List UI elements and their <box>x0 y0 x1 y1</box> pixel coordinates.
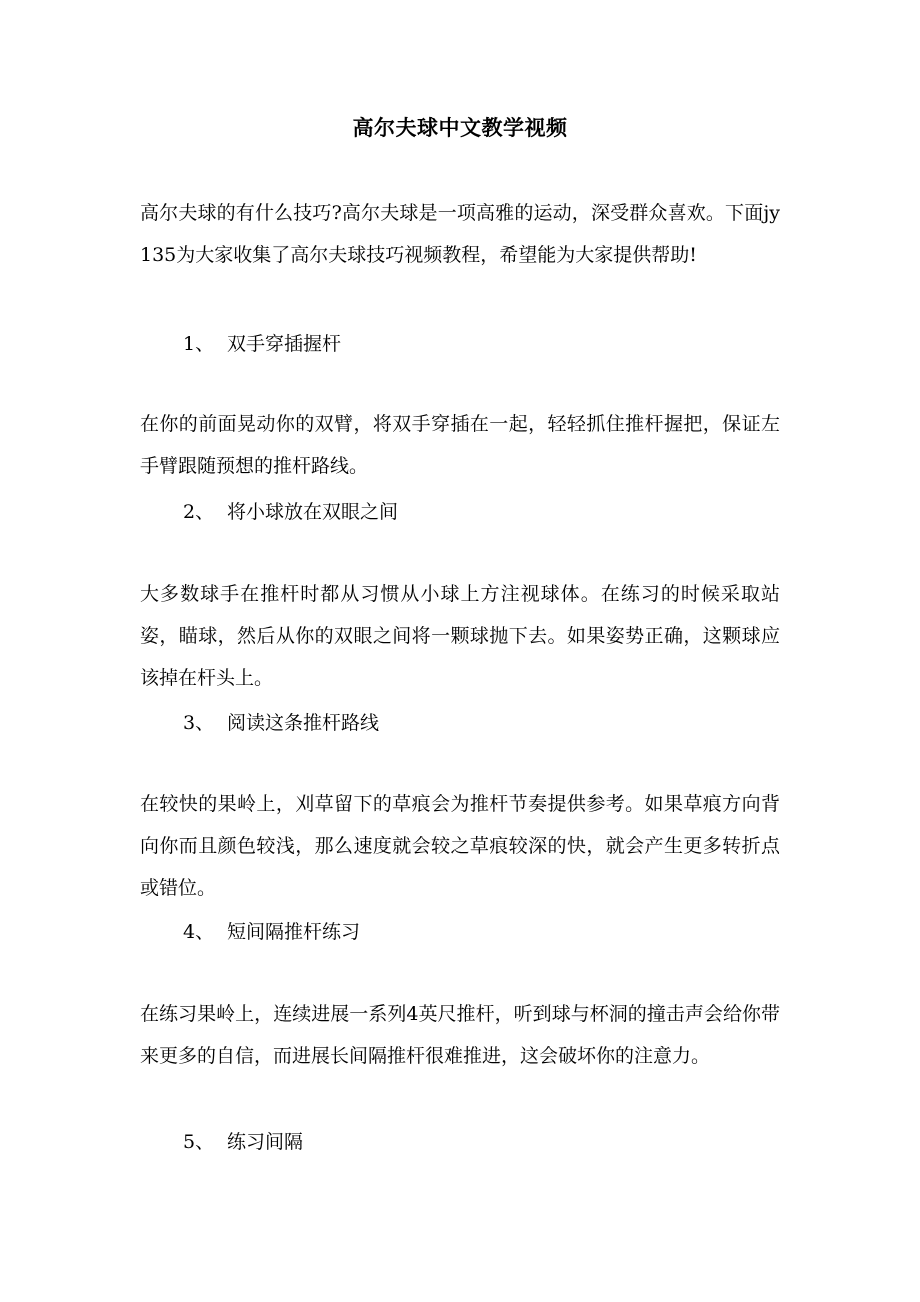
section-number: 2、 <box>183 501 215 523</box>
section-number: 3、 <box>183 712 215 734</box>
section-heading-text: 阅读这条推杆路线 <box>227 712 380 734</box>
section-number: 4、 <box>183 921 215 943</box>
section-heading-text: 短间隔推杆练习 <box>227 921 361 943</box>
section-body-4: 在练习果岭上，连续进展一系列4英尺推杆，听到球与杯洞的撞击声会给你带来更多的自信，而进展长间隔推杆很难推进，这会破坏你的注意力。 <box>140 1003 780 1067</box>
section-heading-2 <box>183 491 398 533</box>
document-title: 高尔夫球中文教学视频 <box>352 115 568 140</box>
section-body-1: 在你的前面晃动你的双臂，将双手穿插在一起，轻轻抓住推杆握把，保证左手臂跟随预想的推杆路线。 <box>140 413 780 477</box>
section-number: 5、 <box>183 1131 215 1153</box>
intro-paragraph: 高尔夫球的有什么技巧?高尔夫球是一项高雅的运动，深受群众喜欢。下面jy135为大家收集了高尔夫球技巧视频教程，希望能为大家提供帮助! <box>140 202 780 266</box>
section-heading-text: 将小球放在双眼之间 <box>227 501 399 523</box>
section-number: 1、 <box>183 333 215 355</box>
section-heading-3 <box>183 702 379 744</box>
section-heading-1 <box>183 323 341 365</box>
section-body-2: 大多数球手在推杆时都从习惯从小球上方注视球体。在练习的时候采取站姿，瞄球，然后从你的双眼之间将一颗球抛下去。如果姿势正确，这颗球应该掉在杆头上。 <box>140 583 780 689</box>
section-heading-4 <box>183 911 360 953</box>
section-heading-5 <box>183 1121 303 1163</box>
section-heading-text: 双手穿插握杆 <box>227 333 342 355</box>
section-body-3: 在较快的果岭上，刈草留下的草痕会为推杆节奏提供参考。如果草痕方向背向你而且颜色较浅，那么速度就会较之草痕较深的快，就会产生更多转折点或错位。 <box>140 793 780 899</box>
section-heading-text: 练习间隔 <box>227 1131 304 1153</box>
